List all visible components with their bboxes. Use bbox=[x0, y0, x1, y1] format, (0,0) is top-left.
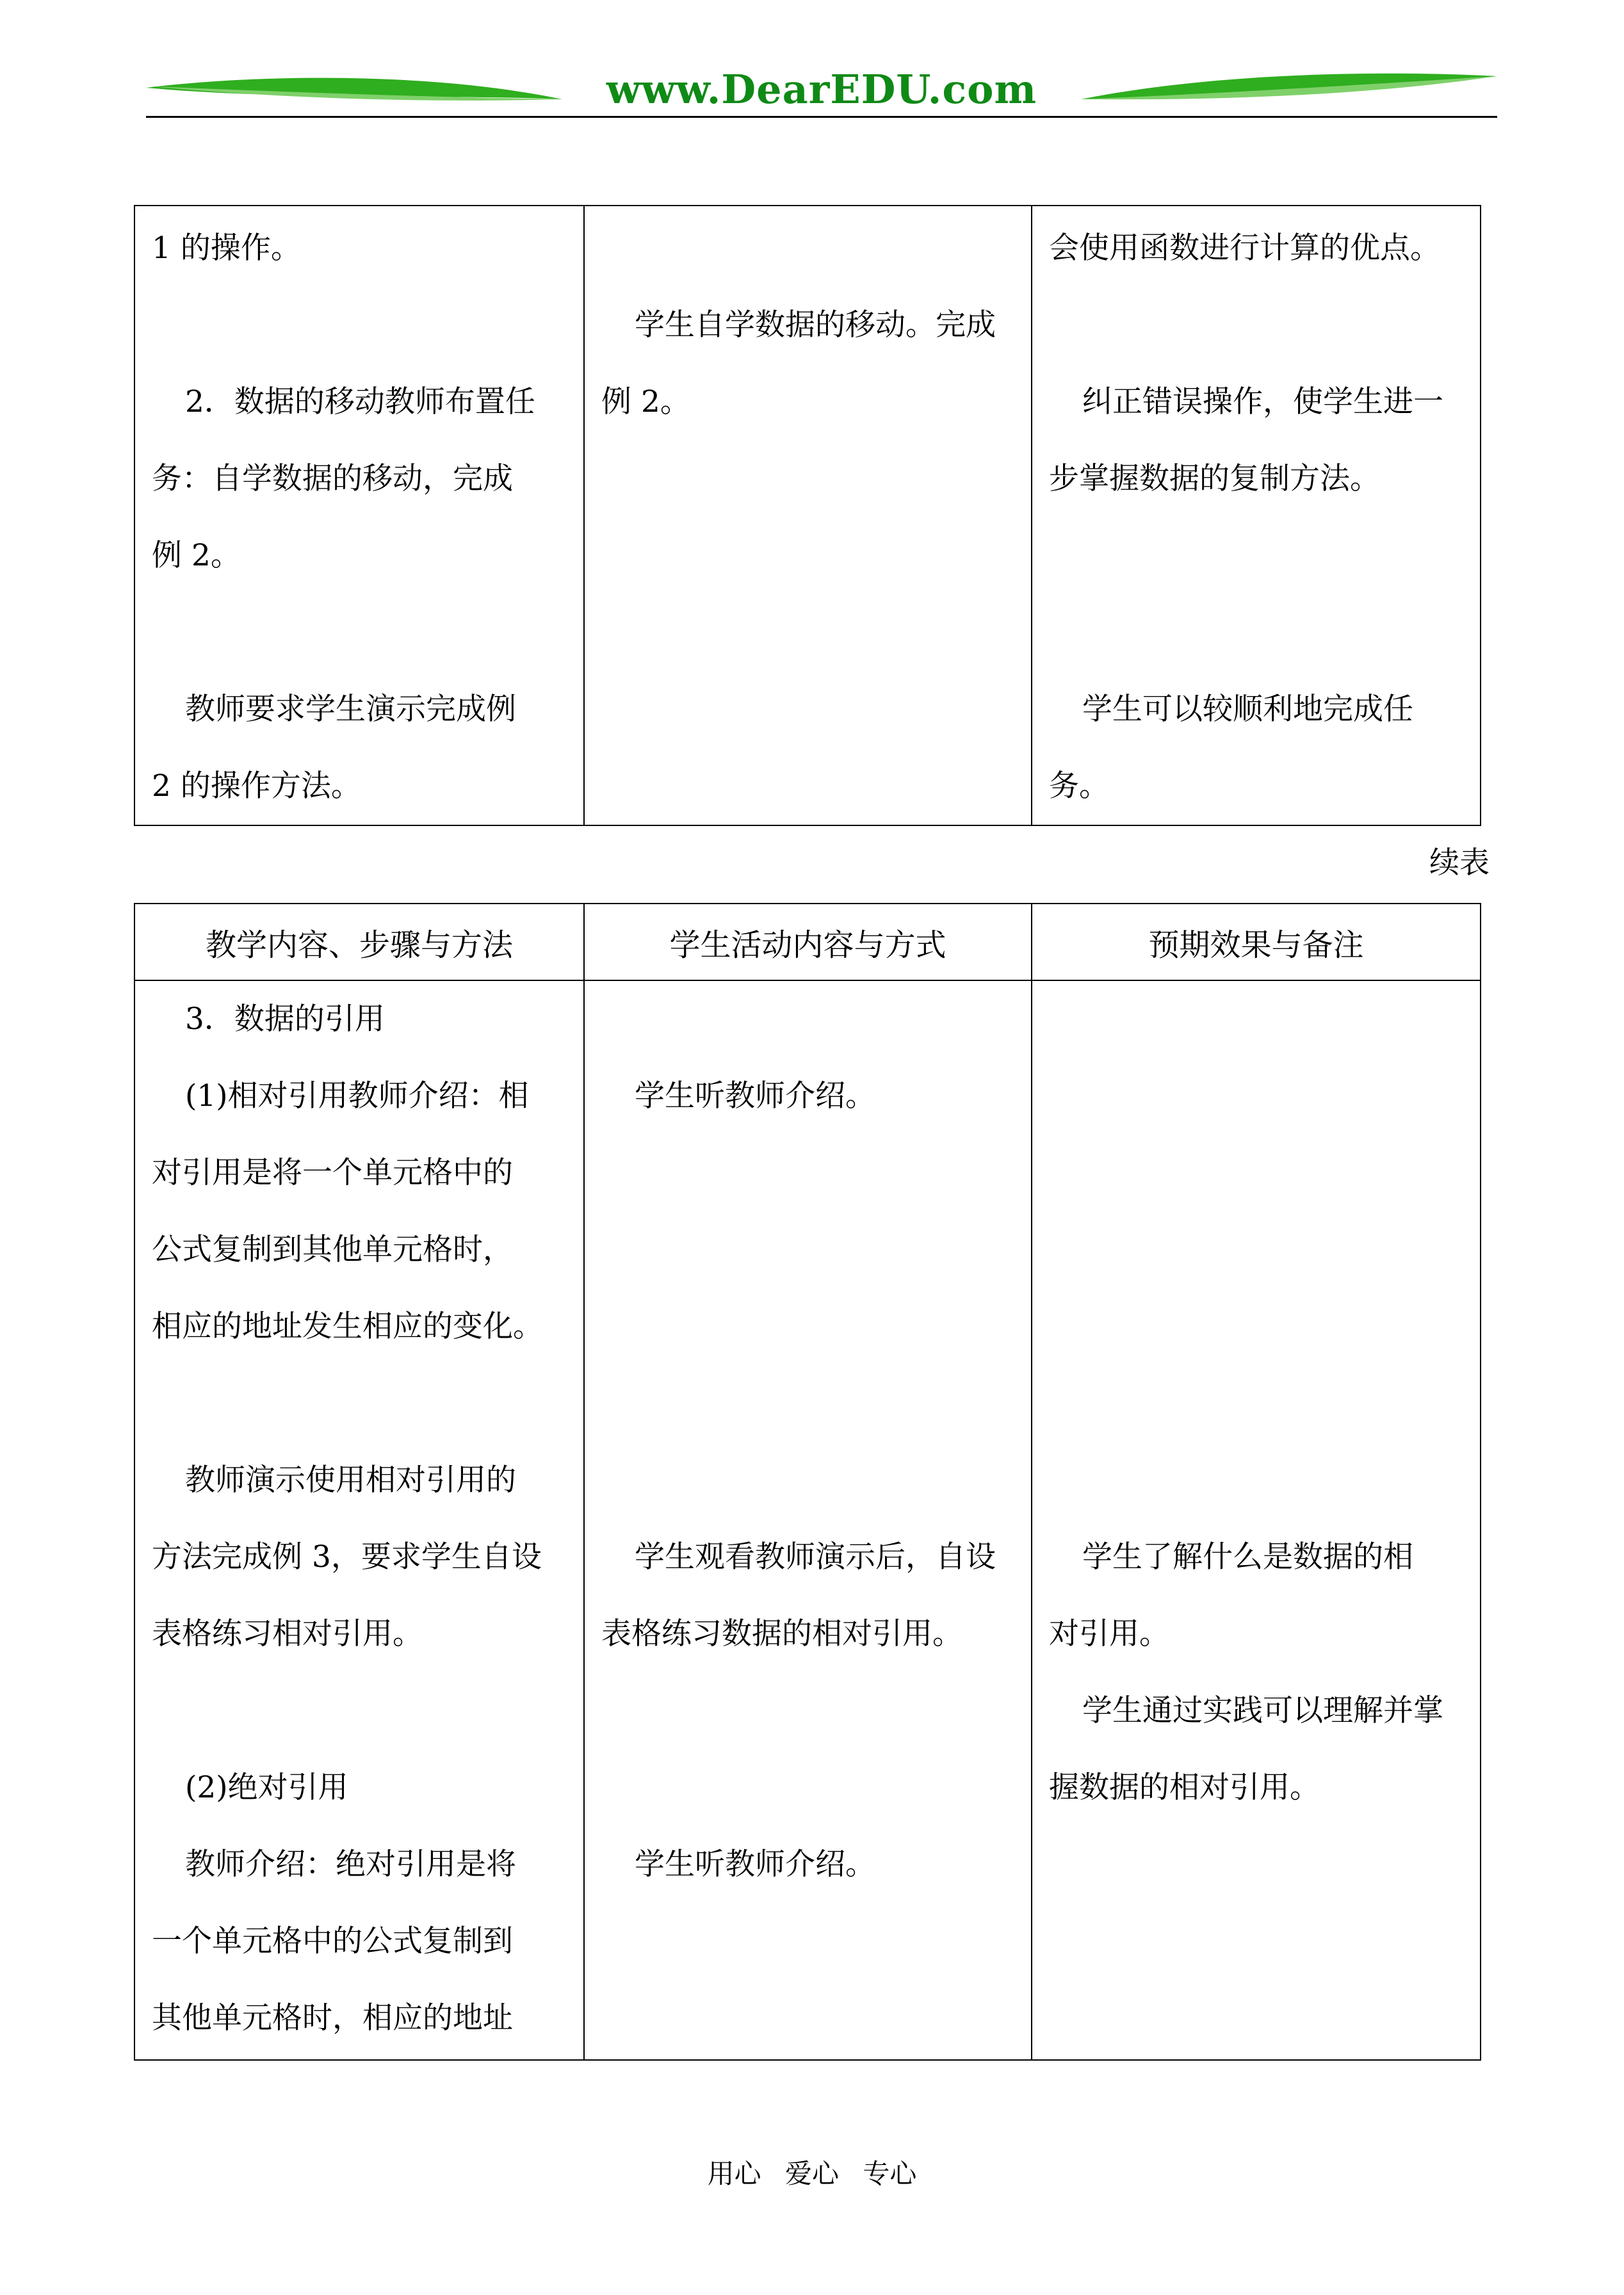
text-line: 3．数据的引用 bbox=[185, 1002, 385, 1037]
text-line: 1 的操作。 bbox=[152, 231, 301, 266]
text-line: 学生可以较顺利地完成任 bbox=[1082, 692, 1413, 727]
table-header-cell bbox=[1032, 904, 1481, 980]
text-line: 其他单元格时，相应的地址 bbox=[152, 2000, 513, 2036]
text-line: 学生听教师介绍。 bbox=[635, 1847, 875, 1882]
header-divider bbox=[146, 116, 1497, 118]
lesson-table-part2 bbox=[134, 903, 1481, 2061]
text-line: 务：自学数据的移动，完成 bbox=[152, 461, 513, 496]
text-line: (1)相对引用教师介绍：相 bbox=[185, 1078, 529, 1114]
lesson-table-part1 bbox=[134, 205, 1481, 826]
table2-col2-cell bbox=[584, 980, 1032, 2060]
text-line: 教师介绍：绝对引用是将 bbox=[185, 1847, 516, 1882]
text-line: 表格练习相对引用。 bbox=[152, 1616, 423, 1651]
text-line: 方法完成例 3，要求学生自设 bbox=[152, 1539, 542, 1575]
text-line: 教师演示使用相对引用的 bbox=[185, 1463, 516, 1498]
table-header-label: 教学内容、步骤与方法 bbox=[205, 927, 513, 963]
text-line: 2 的操作方法。 bbox=[152, 768, 361, 804]
text-line: 纠正错误操作，使学生进一 bbox=[1082, 384, 1443, 419]
text-line: 例 2。 bbox=[601, 384, 690, 419]
site-header bbox=[146, 61, 1497, 125]
text-line: 例 2。 bbox=[152, 538, 241, 573]
text-line: 学生听教师介绍。 bbox=[635, 1078, 875, 1114]
text-line: 步掌握数据的复制方法。 bbox=[1049, 461, 1380, 496]
text-line: 会使用函数进行计算的优点。 bbox=[1049, 231, 1440, 266]
text-line: 务。 bbox=[1049, 768, 1109, 804]
text-line: 教师要求学生演示完成例 bbox=[185, 692, 516, 727]
page-footer: 用心 爱心 专心 bbox=[707, 2158, 917, 2189]
site-title: www.DearEDU.com bbox=[606, 66, 1037, 113]
text-line: 表格练习数据的相对引用。 bbox=[601, 1616, 962, 1651]
text-line: 学生通过实践可以理解并掌 bbox=[1082, 1693, 1443, 1728]
table1-col3-cell bbox=[1032, 206, 1481, 825]
text-line: 学生了解什么是数据的相 bbox=[1082, 1539, 1413, 1575]
table1-col1-cell bbox=[134, 206, 584, 825]
text-line: 握数据的相对引用。 bbox=[1049, 1770, 1320, 1805]
table-header-cell bbox=[134, 904, 584, 980]
table-header-label: 预期效果与备注 bbox=[1148, 927, 1364, 963]
text-line: 公式复制到其他单元格时， bbox=[152, 1232, 513, 1267]
table2-col3-cell bbox=[1032, 980, 1481, 2060]
text-line: 相应的地址发生相应的变化。 bbox=[152, 1309, 543, 1344]
continued-label: 续表 bbox=[1429, 845, 1490, 880]
text-line: 对引用是将一个单元格中的 bbox=[152, 1155, 513, 1190]
text-line: 学生观看教师演示后，自设 bbox=[635, 1539, 996, 1575]
table-header-cell bbox=[584, 904, 1032, 980]
text-line: (2)绝对引用 bbox=[185, 1770, 348, 1805]
text-line: 一个单元格中的公式复制到 bbox=[152, 1924, 513, 1959]
table2-col1-cell bbox=[134, 980, 584, 2060]
table1-col2-cell bbox=[584, 206, 1032, 825]
text-line: 2．数据的移动教师布置任 bbox=[185, 384, 535, 419]
text-line: 对引用。 bbox=[1049, 1616, 1169, 1651]
text-line: 学生自学数据的移动。完成 bbox=[635, 307, 996, 343]
table-header-label: 学生活动内容与方式 bbox=[669, 927, 946, 963]
